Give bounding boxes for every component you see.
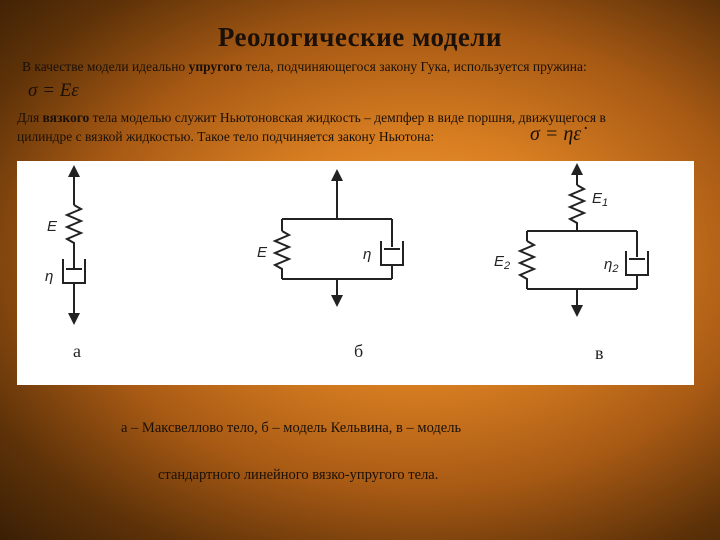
viscous-line-1 (17, 108, 720, 127)
panel-label-a: а (73, 341, 81, 361)
caption-line-2: стандартного линейного вязко-упругого тела. (158, 467, 439, 483)
viscous-description (17, 108, 720, 146)
kelvin-damper-label: η (363, 246, 372, 263)
standard-parallel-spring-label: $E_2$ (494, 253, 511, 272)
elastic-text-before: В качестве модели идеально (22, 59, 189, 74)
kelvin-spring (275, 231, 289, 279)
elastic-description (22, 59, 720, 75)
hooke-formula: σ = Eε (28, 80, 79, 101)
standard-top-spring-label: $E_1$ (592, 190, 609, 209)
maxwell-spring (67, 205, 81, 261)
panel-label-b: б (354, 341, 364, 361)
rheology-diagram-svg (17, 161, 694, 385)
elastic-keyword: упругого (188, 59, 243, 74)
slide-title: Реологические модели (217, 22, 503, 52)
standard-model (520, 169, 648, 311)
maxwell-spring-label: E (47, 218, 58, 235)
standard-damper-label: $\eta_2$ (604, 256, 619, 275)
kelvin-model (275, 175, 403, 301)
newton-formula: σ = ηε̇ (530, 123, 582, 145)
viscous-text-before: Для (17, 110, 43, 125)
maxwell-model (63, 171, 85, 319)
standard-parallel-spring (520, 241, 534, 289)
viscous-line-2: цилиндре с вязкой жидкостью. Такое тело подчиняется закону Ньютона: (17, 129, 435, 144)
elastic-text-after: тела, подчиняющегося закону Гука, используется пружина: (242, 59, 587, 74)
viscous-keyword: вязкого (42, 110, 90, 125)
viscous-text-after: тела моделью служит Ньютоновская жидкость – демпфер в виде поршня, движущегося в (89, 110, 606, 125)
caption-line-1: а – Максвеллово тело, б – модель Кельвина, в – модель (121, 420, 462, 436)
standard-series-spring (570, 185, 584, 231)
kelvin-spring-label: E (257, 244, 268, 261)
rheology-diagram (17, 161, 694, 385)
panel-label-v: в (595, 343, 604, 363)
maxwell-damper-label: η (45, 268, 54, 285)
